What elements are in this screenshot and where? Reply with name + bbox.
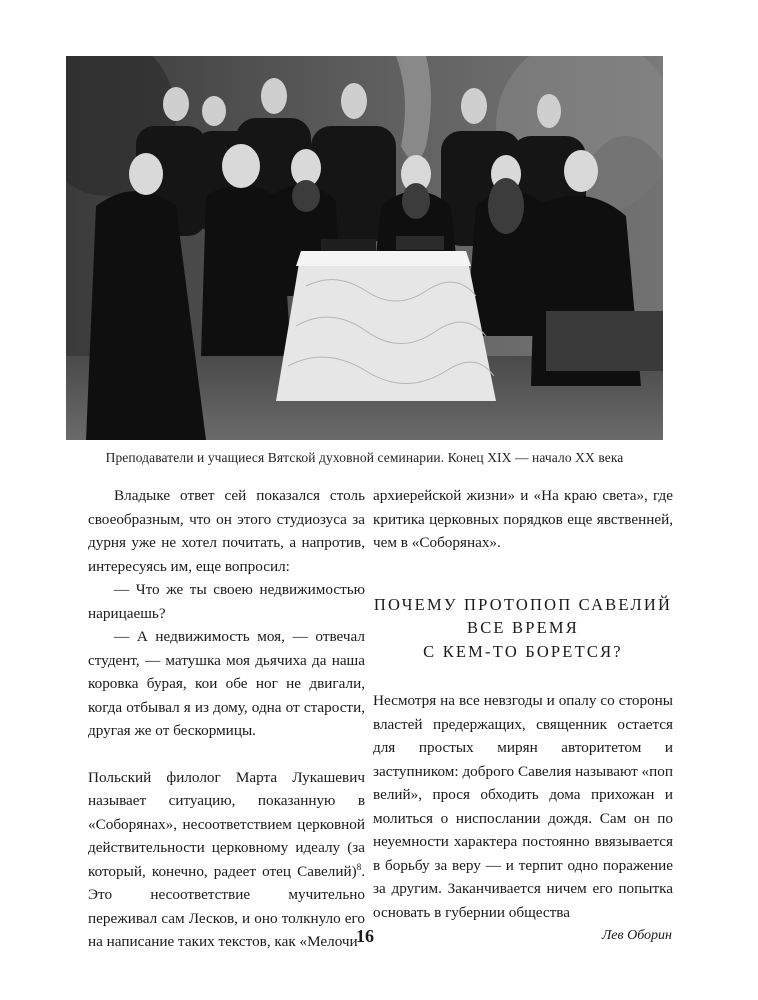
page-number: 16 <box>356 926 374 946</box>
running-footer-author: Лев Оборин <box>601 928 672 943</box>
section-heading-line: ПОЧЕМУ ПРОТОПОП САВЕЛИЙ <box>373 594 673 614</box>
photo-caption: Преподаватели и учащиеся Вятской духовной семинарии. Конец XIX — начало XX века <box>105 450 624 465</box>
left-text-column <box>88 484 365 954</box>
footnote-marker: 8 <box>356 861 362 872</box>
paragraph-lukashevich <box>88 766 365 954</box>
paragraph-continuation: архиерейской жизни» и «На краю света», где критика церковных порядков еще явственней, чем в «Соборянах». <box>373 487 673 551</box>
paragraph: — Что же ты своею недвижимостью нарицаешь? <box>88 581 365 622</box>
paragraph-text: Польский филолог Марта Лукашевич называет ситуацию, показанную в «Соборянах», несоответствием церковной действительности церковному идеалу (за который, конечно, радеет отец Савелий) <box>88 768 365 880</box>
paragraph: — А недвижимость моя, — отвечал студент, — матушка моя дьячиха да наша коровка бурая, кои обе ног не двигали, когда отбывал я из дому, одна от старости, другая же от бескормицы. <box>88 628 365 739</box>
section-heading <box>373 593 673 664</box>
paragraph: Владыке ответ сей показался столь своеобразным, что он этого студиозуса за дурня уже не хотел почитать, а напротив, интересуясь им, еще вопросил: <box>88 487 365 575</box>
section-heading-line: ВСЕ ВРЕМЯ <box>467 618 579 637</box>
historical-group-photo <box>66 56 663 440</box>
right-text-column <box>373 484 673 924</box>
paragraph-text-tail: . Это несоответствие мучительно переживал сам Лесков, и оно толкнуло его на написание таких текстов, как «Мелочи <box>88 862 365 950</box>
section-heading-line: С КЕМ-ТО БОРЕТСЯ? <box>423 641 623 661</box>
paragraph: Несмотря на все невзгоды и опалу со стороны властей предержащих, священник остается для простых мирян авторитетом и заступником: доброго Савелия называют «поп велий», прося обходить дома прихожан и молиться о ниспослании дождя. Сам он по неуемности характера постоянно ввязывается в борьбу за веру — и терпит одно поражение за другим. Заканчивается ничем его попытка основать в губернии общества <box>373 692 673 921</box>
